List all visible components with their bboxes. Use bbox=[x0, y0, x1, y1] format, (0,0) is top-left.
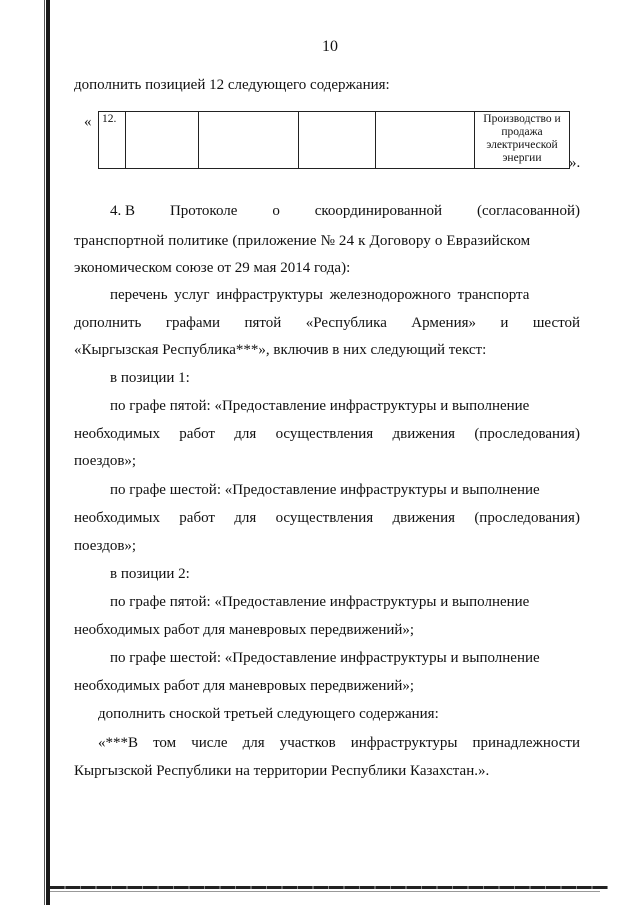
intro-line: дополнить позицией 12 следующего содержания: bbox=[74, 77, 390, 93]
section4-line3: экономическом союзе от 29 мая 2014 года): bbox=[74, 260, 351, 276]
word: осуществления bbox=[275, 426, 374, 442]
word: инфраструктуры bbox=[350, 735, 458, 751]
position2-col5-line2: необходимых работ для маневровых передвижений»; bbox=[74, 622, 415, 638]
word: работ bbox=[179, 426, 215, 442]
word: Протоколе bbox=[169, 203, 238, 219]
word: необходимых bbox=[74, 426, 160, 442]
scan-border-bottom-thin bbox=[50, 891, 600, 892]
footnote-line1 bbox=[98, 734, 580, 752]
word: и bbox=[500, 315, 509, 331]
table-cell-number: 12. bbox=[99, 112, 126, 169]
position1-col6-line2 bbox=[74, 509, 580, 527]
word: графами bbox=[165, 315, 221, 331]
word: о bbox=[272, 203, 280, 219]
word: работ bbox=[179, 510, 215, 526]
footnote-intro: дополнить сноской третьей следующего содержания: bbox=[98, 706, 439, 722]
position2-col6-line2: необходимых работ для маневровых передвижений»; bbox=[74, 678, 415, 694]
position1-col5-line1: по графе пятой: «Предоставление инфраструктуры и выполнение bbox=[110, 398, 530, 414]
word: необходимых bbox=[74, 510, 160, 526]
word: для bbox=[242, 735, 265, 751]
word: «***В bbox=[98, 735, 139, 751]
section4-line2: транспортной политике (приложение № 24 к Договору о Евразийском bbox=[74, 233, 531, 249]
word: движения bbox=[392, 510, 456, 526]
position-12-table bbox=[98, 111, 570, 169]
word: (проследования) bbox=[474, 426, 580, 442]
word: скоординированной bbox=[314, 203, 443, 219]
word: дополнить bbox=[74, 315, 142, 331]
position1-col5-line3: поездов»; bbox=[74, 453, 137, 469]
table-cell bbox=[299, 112, 376, 169]
position2-col5-line1: по графе пятой: «Предоставление инфраструктуры и выполнение bbox=[110, 594, 530, 610]
word: числе bbox=[191, 735, 228, 751]
word: принадлежности bbox=[472, 735, 580, 751]
word: для bbox=[234, 426, 257, 442]
position2-heading: в позиции 2: bbox=[110, 566, 190, 582]
table-quote-open: « bbox=[84, 114, 92, 130]
table-cell bbox=[376, 112, 475, 169]
list-para-line2 bbox=[74, 314, 580, 332]
scan-border-left-thin bbox=[44, 0, 45, 905]
list-para-line3: «Кыргызская Республика***», включив в них следующий текст: bbox=[74, 342, 487, 358]
word: движения bbox=[392, 426, 456, 442]
page-number: 10 bbox=[322, 38, 338, 55]
word: (согласованной) bbox=[477, 203, 580, 219]
word: Армения» bbox=[411, 315, 476, 331]
scan-border-bottom bbox=[50, 886, 608, 889]
word: 4. В bbox=[110, 203, 136, 219]
word: для bbox=[234, 510, 257, 526]
position1-heading: в позиции 1: bbox=[110, 370, 190, 386]
list-para-line1: перечень услуг инфраструктуры железнодорожного транспорта bbox=[110, 287, 530, 303]
word: «Республика bbox=[305, 315, 387, 331]
table-row bbox=[99, 112, 570, 169]
table-quote-close: ». bbox=[569, 155, 581, 171]
word: осуществления bbox=[275, 510, 374, 526]
table-cell bbox=[199, 112, 299, 169]
word: (проследования) bbox=[474, 510, 580, 526]
section4-line1 bbox=[110, 202, 580, 220]
position1-col6-line3: поездов»; bbox=[74, 538, 137, 554]
position2-col6-line1: по графе шестой: «Предоставление инфраструктуры и выполнение bbox=[110, 650, 540, 666]
table-cell bbox=[126, 112, 199, 169]
word: том bbox=[153, 735, 177, 751]
scan-border-left bbox=[46, 0, 50, 905]
word: шестой bbox=[532, 315, 580, 331]
word: участков bbox=[279, 735, 336, 751]
position1-col6-line1: по графе шестой: «Предоставление инфраструктуры и выполнение bbox=[110, 482, 540, 498]
footnote-line2: Кыргызской Республики на территории Республики Казахстан.». bbox=[74, 763, 490, 779]
table-cell-service: Производство и продажа электрической энергии bbox=[475, 112, 570, 169]
position1-col5-line2 bbox=[74, 425, 580, 443]
word: пятой bbox=[244, 315, 282, 331]
